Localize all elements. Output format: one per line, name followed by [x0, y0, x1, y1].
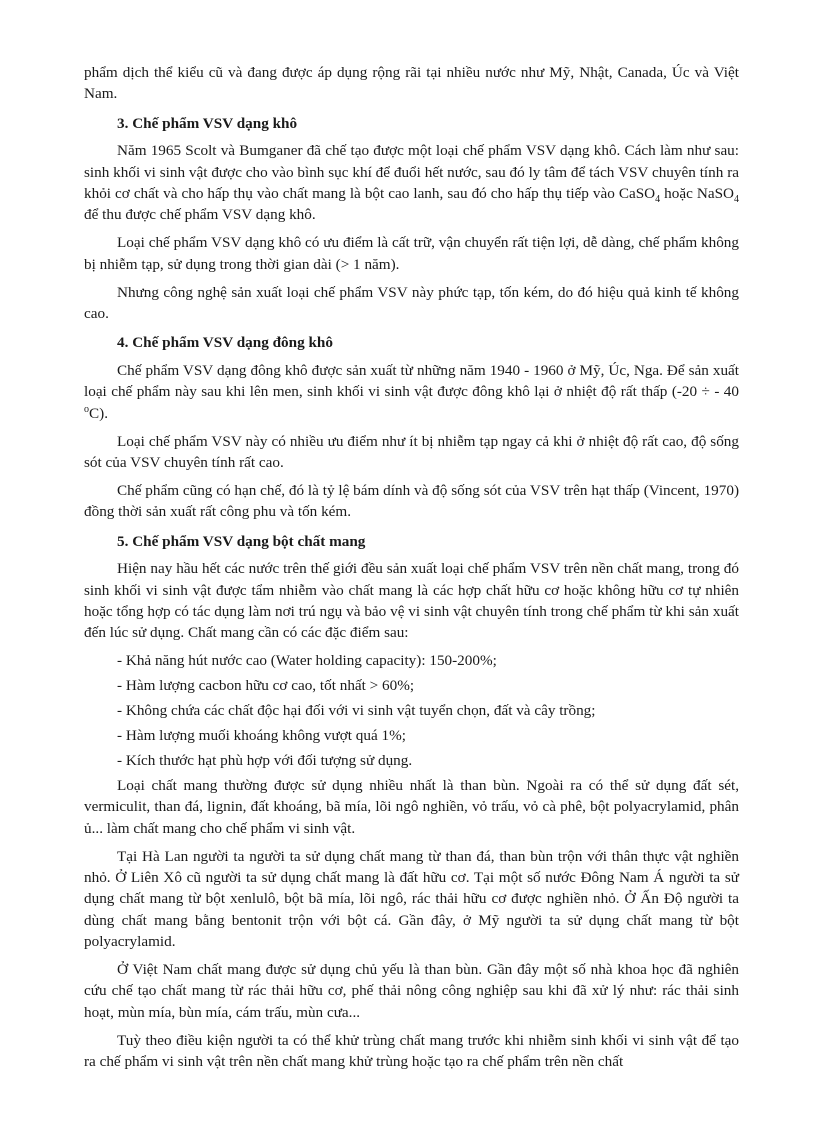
paragraph-carrier-countries: Tại Hà Lan người ta người ta sử dụng chất mang từ than đá, than bùn trộn với thân thực vật nghiền nhỏ. Ở Liên Xô cũ người ta sử dụng chất mang là đất hữu cơ. Tại một số nước Đông Nam Á người ta sử dụng chất mang từ bột xenlulô, bột bã mía, lõi ngô, rác thải hữu cơ được nghiền nhỏ. Ở Ấn Độ người ta dùng chất mang bằng bentonit trộn với bột cá. Gần đây, ở Mỹ người ta sử dụng chất mang từ bột polyacrylamid.: [84, 847, 739, 951]
list-item: - Khả năng hút nước cao (Water holding capacity): 150-200%;: [117, 652, 497, 670]
paragraph-carrier-materials: Loại chất mang thường được sử dụng nhiều nhất là than bùn. Ngoài ra có thể sử dụng đất sét, vermiculit, than đá, lignin, đất khoáng, bã mía, lõi ngô nghiền, vỏ trấu, vỏ cà phê, bột polyacrylamid, phân ủ... làm chất mang cho chế phẩm vi sinh vật.: [84, 776, 739, 837]
section-heading-3: 3. Chế phẩm VSV dạng khô: [117, 114, 298, 132]
paragraph-carrier-intro: Hiện nay hầu hết các nước trên thế giới đều sản xuất loại chế phẩm VSV trên nền chất mang, trong đó sinh khối vi sinh vật được tẩm nhiễm vào chất mang là các hợp chất hữu cơ hoặc không hữu cơ tự nhiên hoặc tổng hợp có tác dụng làm nơi trú ngụ và bảo vệ vi sinh vật chuyên tính trong chế phẩm từ khi sản xuất đến lúc sử dụng. Chất mang cần có các đặc điểm sau:: [84, 560, 739, 642]
list-item: - Hàm lượng cacbon hữu cơ cao, tốt nhất > 60%;: [117, 677, 415, 695]
paragraph-freeze-dry-advantages: Loại chế phẩm VSV này có nhiều ưu điểm như ít bị nhiễm tạp ngay cả khi ở nhiệt độ rất cao, độ sống sót của VSV chuyên tính rất cao.: [84, 432, 739, 471]
subscript: 4: [655, 194, 661, 206]
paragraph-dry-method: Năm 1965 Scolt và Bumganer đã chế tạo được một loại chế phẩm VSV dạng khô. Cách làm như sau: sinh khối vi sinh vật được cho vào bình sục khí để đuổi hết nước, sau đó ly tâm để tách VSV chuyên tính ra khỏi cơ chất và cho hấp thụ vào chất mang là bột cao lanh, sau đó cho hấp thụ tiếp vào CaSO$_4$ hoặc NaSO$_4$ để thu được chế phẩm VSV dạng khô.: [84, 142, 739, 224]
paragraph-carrier-sterilization: Tuỳ theo điều kiện người ta có thể khử trùng chất mang trước khi nhiễm sinh khối vi sinh vật để tạo ra chế phẩm vi sinh vật trên nền chất mang khử trùng hoặc tạo ra chế phẩm trên nền chất: [84, 1031, 739, 1071]
superscript: o: [84, 403, 89, 415]
list-item: - Hàm lượng muối khoáng không vượt quá 1%;: [117, 726, 406, 744]
list-item: - Không chứa các chất độc hại đối với vi sinh vật tuyển chọn, đất và cây trồng;: [117, 702, 596, 720]
subscript: 4: [734, 194, 739, 206]
list-item: - Kích thước hạt phù hợp với đối tượng sử dụng.: [117, 751, 413, 769]
paragraph-dry-advantages: Loại chế phẩm VSV dạng khô có ưu điểm là cất trữ, vận chuyển rất tiện lợi, dễ dàng, chế phẩm không bị nhiễm tạp, sử dụng trong thời gian dài (> 1 năm).: [84, 234, 739, 273]
paragraph-carrier-vietnam: Ở Việt Nam chất mang được sử dụng chủ yếu là than bùn. Gần đây một số nhà khoa học đã nghiên cứu chế tạo chất mang từ rác thải hữu cơ, phế thải nông công nghiệp sau khi đã xử lý như: rác thải sinh hoạt, mùn mía, bùn mía, cám trấu, mùn cưa...: [84, 961, 739, 1021]
section-heading-4: 4. Chế phẩm VSV dạng đông khô: [117, 334, 333, 352]
paragraph-freeze-dry-method: Chế phẩm VSV dạng đông khô được sản xuất từ những năm 1940 - 1960 ở Mỹ, Úc, Nga. Để sản xuất loại chế phẩm này sau khi lên men, sinh khối vi sinh vật được đông khô lại ở nhiệt độ rất thấp (-20 ÷ - 40 $^o$C).: [84, 361, 739, 422]
section-heading-5: 5. Chế phẩm VSV dạng bột chất mang: [117, 532, 366, 550]
paragraph-dry-limitations: Nhưng công nghệ sản xuất loại chế phẩm VSV này phức tạp, tốn kém, do đó hiệu quả kinh tế không cao.: [84, 283, 739, 323]
paragraph-freeze-dry-limitations: Chế phẩm cũng có hạn chế, đó là tỷ lệ bám dính và độ sống sót của VSV trên hạt thấp (Vincent, 1970) đồng thời sản xuất rất công phu và tốn kém.: [84, 481, 739, 521]
paragraph-intro: phẩm dịch thể kiểu cũ và đang được áp dụng rộng rãi tại nhiều nước như Mỹ, Nhật, Canada, Úc và Việt Nam.: [84, 64, 739, 103]
document-page: [84, 62, 739, 1079]
